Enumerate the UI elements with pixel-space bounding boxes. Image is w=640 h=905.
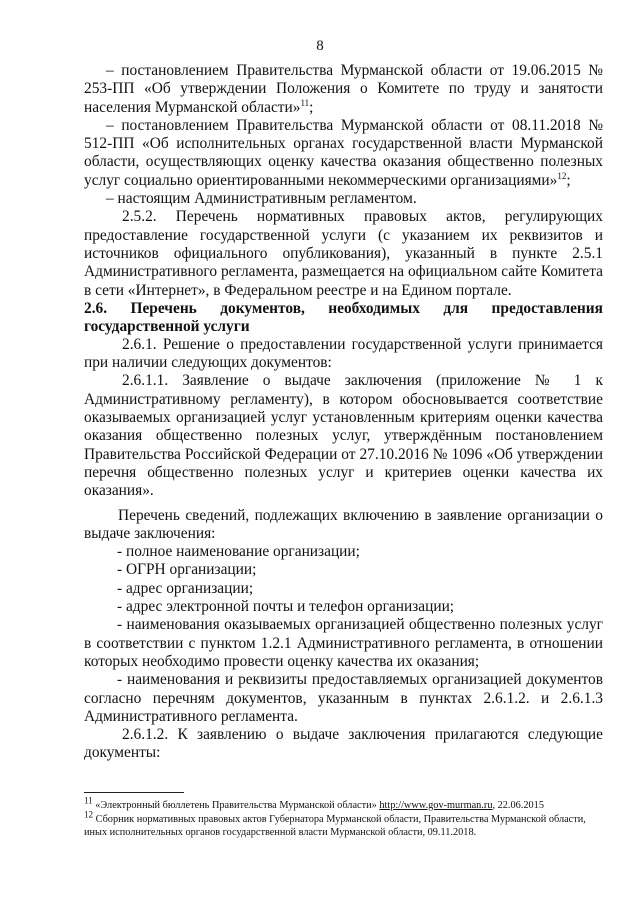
paragraph-2-6-1-1: 2.6.1.1. Заявление о выдаче заключения (приложение № 1 к Административному регламенту), в котором обосновывается соответствие оказываемых организацией услуг установленным критериям оценки качества оказания общественно полезных услуг, утверждённым постановлением Правительства Российской Федерации от 27.10.2016 № 1096 «Об утверждении перечня общественно полезных услуг и критериев оценки качества их оказания».: [84, 372, 603, 500]
paragraph-decree-253: [84, 62, 603, 117]
info-list: [84, 543, 603, 726]
paragraph-2-6-1-2: 2.6.1.2. К заявлению о выдаче заключения прилагаются следующие документы:: [84, 726, 603, 762]
footnote-number: 11: [84, 795, 93, 806]
footnote-ref[interactable]: 11: [300, 97, 310, 108]
footnotes: [84, 795, 603, 840]
footnote-text: «Электронный бюллетень Правительства Мурманской области»: [95, 800, 377, 811]
list-item: - полное наименование организации;: [117, 543, 360, 561]
paragraph-decree-512: [84, 117, 603, 190]
paragraph-text: – постановлением Правительства Мурманской области от 08.11.2018 № 512-ПП «Об исполнительных органах государственной власти Мурманской области, осуществляющих оценку качества оказания общественно полезных услуг социально ориентированными некоммерческими организациями»: [84, 116, 603, 189]
footnote-text: Сборник нормативных правовых актов Губернатора Мурманской области, Правительства Мурманской области, иных исполнительных органов государственной власти Мурманской области, 09.11.2018.: [84, 813, 586, 838]
list-item: - адрес организации;: [117, 579, 254, 597]
list-item: - наименования оказываемых организацией общественно полезных услуг в соответствии с пунктом 1.2.1 Административного регламента, в отношении которых необходимо провести оценку качества их оказания;: [84, 616, 603, 670]
footnote-11: [84, 795, 603, 813]
footnote-12: [84, 809, 603, 840]
paragraph-regulation: – настоящим Административным регламентом.: [106, 190, 417, 208]
list-item: - ОГРН организации;: [117, 561, 257, 579]
paragraph-2-5-2: 2.5.2. Перечень нормативных правовых актов, регулирующих предоставление государственной услуги (с указанием их реквизитов и источников официального опубликования), указанный в пункте 2.5.1 Административного регламента, размещается на официальном сайте Комитета в сети «Интернет», в Федеральном реестре и на Едином портале.: [84, 208, 603, 299]
paragraph-info-list-intro: Перечень сведений, подлежащих включению в заявление организации о выдаче заключения:: [84, 506, 603, 542]
section-heading: 2.6. Перечень документов, необходимых для предоставления государственной услуги: [84, 299, 603, 335]
page-number: 8: [316, 38, 324, 54]
list-item: - наименования и реквизиты предоставляемых организацией документов согласно перечням документов, указанным в пунктах 2.6.1.2. и 2.6.1.3 Административного регламента.: [84, 671, 603, 725]
footnote-link[interactable]: http://www.gov-murman.ru: [379, 800, 493, 811]
paragraph-punct: ;: [566, 171, 571, 189]
footnote-number: 12: [84, 809, 93, 820]
paragraph-2-6-1: 2.6.1. Решение о предоставлении государственной услуги принимается при наличии следующих документов:: [84, 335, 603, 372]
footnote-divider: [84, 792, 184, 793]
document-body: [84, 62, 603, 763]
footnote-date: , 22.06.2015: [492, 800, 544, 811]
list-item: - адрес электронной почты и телефон организации;: [117, 598, 455, 616]
footnote-ref[interactable]: 12: [557, 170, 567, 181]
paragraph-text: – постановлением Правительства Мурманской области от 19.06.2015 № 253-ПП «Об утверждении Положения о Комитете по труду и занятости населения Мурманской области»: [84, 62, 603, 116]
paragraph-punct: ;: [309, 98, 314, 116]
